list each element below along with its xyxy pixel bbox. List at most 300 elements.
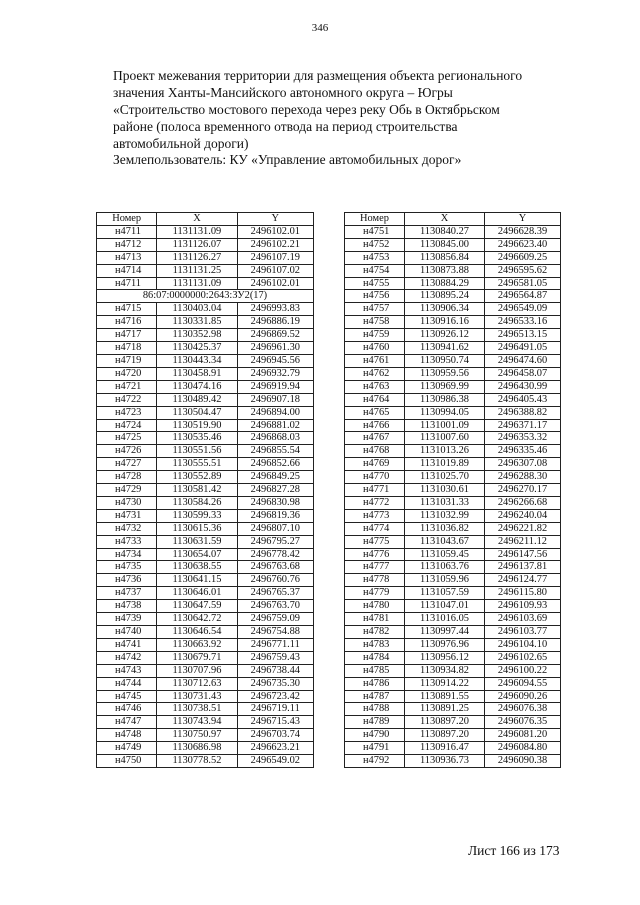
coord-y: 2496533.16 — [485, 316, 561, 329]
coord-x: 1131126.27 — [157, 251, 237, 264]
coord-x: 1130743.94 — [157, 716, 237, 729]
coord-x: 1130443.34 — [157, 354, 237, 367]
coord-y: 2496084.80 — [485, 742, 561, 755]
coord-y: 2496371.17 — [485, 419, 561, 432]
table-row — [345, 406, 561, 419]
coord-y: 2496100.22 — [485, 664, 561, 677]
point-number: н4779 — [345, 587, 405, 600]
table-row — [345, 432, 561, 445]
point-number: н4737 — [97, 587, 157, 600]
coord-x: 1130994.05 — [405, 406, 485, 419]
point-number: н4742 — [97, 651, 157, 664]
point-number: н4760 — [345, 342, 405, 355]
coord-x: 1130403.04 — [157, 303, 237, 316]
coord-y: 2496609.25 — [485, 251, 561, 264]
point-number: н4720 — [97, 367, 157, 380]
coord-x: 1130916.47 — [405, 742, 485, 755]
coord-x: 1130997.44 — [405, 626, 485, 639]
table-row — [345, 626, 561, 639]
coord-x: 1130884.29 — [405, 277, 485, 290]
point-number: н4787 — [345, 690, 405, 703]
coord-x: 1130731.43 — [157, 690, 237, 703]
coord-x: 1130331.85 — [157, 316, 237, 329]
point-number: н4785 — [345, 664, 405, 677]
point-number: н4722 — [97, 393, 157, 406]
coord-y: 2496137.81 — [485, 561, 561, 574]
coord-y: 2496886.19 — [237, 316, 313, 329]
coord-y: 2496819.36 — [237, 509, 313, 522]
coord-y: 2496549.02 — [237, 755, 313, 768]
point-number: н4759 — [345, 329, 405, 342]
point-number: н4734 — [97, 548, 157, 561]
coord-y: 2496852.66 — [237, 458, 313, 471]
point-number: н4775 — [345, 535, 405, 548]
title-line: значения Ханты-Мансийского автономного округа – Югры — [113, 85, 453, 100]
coord-y: 2496270.17 — [485, 484, 561, 497]
point-number: н4739 — [97, 613, 157, 626]
table-row — [97, 367, 314, 380]
coord-y: 2496778.42 — [237, 548, 313, 561]
header-x: X — [157, 213, 237, 226]
coord-x: 1130840.27 — [405, 225, 485, 238]
point-number: н4767 — [345, 432, 405, 445]
coord-x: 1130642.72 — [157, 613, 237, 626]
coord-x: 1130976.96 — [405, 638, 485, 651]
coord-y: 2496623.40 — [485, 238, 561, 251]
coord-x: 1130352.98 — [157, 329, 237, 342]
coord-y: 2496081.20 — [485, 729, 561, 742]
point-number: н4721 — [97, 380, 157, 393]
point-number: н4780 — [345, 600, 405, 613]
coord-y: 2496623.21 — [237, 742, 313, 755]
coord-x: 1131059.96 — [405, 574, 485, 587]
point-number: н4764 — [345, 393, 405, 406]
coord-y: 2496754.88 — [237, 626, 313, 639]
parcel-id: 86:07:0000000:2643:ЗУ2(17) — [97, 290, 314, 303]
coord-x: 1130638.55 — [157, 561, 237, 574]
table-row — [345, 548, 561, 561]
coord-y: 2496335.46 — [485, 445, 561, 458]
table-row — [345, 367, 561, 380]
coord-x: 1130891.25 — [405, 703, 485, 716]
table-row — [345, 238, 561, 251]
coord-x: 1130707.96 — [157, 664, 237, 677]
table-row — [345, 755, 561, 768]
point-number: н4781 — [345, 613, 405, 626]
coord-x: 1130551.56 — [157, 445, 237, 458]
point-number: н4726 — [97, 445, 157, 458]
point-number: н4762 — [345, 367, 405, 380]
point-number: н4740 — [97, 626, 157, 639]
coord-y: 2496307.08 — [485, 458, 561, 471]
coord-y: 2496719.11 — [237, 703, 313, 716]
table-row — [97, 561, 314, 574]
coord-x: 1130873.88 — [405, 264, 485, 277]
coord-x: 1131131.09 — [157, 277, 237, 290]
point-number: н4773 — [345, 509, 405, 522]
point-number: н4778 — [345, 574, 405, 587]
coord-y: 2496353.32 — [485, 432, 561, 445]
table-row — [97, 716, 314, 729]
table-row — [97, 574, 314, 587]
coord-y: 2496115.80 — [485, 587, 561, 600]
table-row — [97, 303, 314, 316]
left-subheader-body — [97, 290, 314, 303]
header-x: X — [405, 213, 485, 226]
coord-y: 2496564.87 — [485, 290, 561, 303]
point-number: н4761 — [345, 354, 405, 367]
coord-x: 1131013.26 — [405, 445, 485, 458]
table-row — [97, 548, 314, 561]
table-row — [97, 664, 314, 677]
left-bottom-body — [97, 303, 314, 768]
table-row — [345, 600, 561, 613]
coord-y: 2496240.04 — [485, 509, 561, 522]
table-row — [345, 419, 561, 432]
table-row — [345, 225, 561, 238]
coord-x: 1130916.16 — [405, 316, 485, 329]
coord-x: 1130856.84 — [405, 251, 485, 264]
coord-x: 1130646.54 — [157, 626, 237, 639]
coord-y: 2496738.44 — [237, 664, 313, 677]
point-number: н4772 — [345, 496, 405, 509]
coord-x: 1130552.89 — [157, 471, 237, 484]
coord-x: 1131001.09 — [405, 419, 485, 432]
coord-x: 1130641.15 — [157, 574, 237, 587]
coord-x: 1130535.46 — [157, 432, 237, 445]
table-row — [97, 458, 314, 471]
coord-x: 1130663.92 — [157, 638, 237, 651]
table-row — [97, 251, 314, 264]
table-row — [345, 613, 561, 626]
point-number: н4782 — [345, 626, 405, 639]
coord-x: 1130906.34 — [405, 303, 485, 316]
coord-x: 1130654.07 — [157, 548, 237, 561]
coord-y: 2496094.55 — [485, 677, 561, 690]
coord-x: 1130969.99 — [405, 380, 485, 393]
table-row — [97, 316, 314, 329]
table-row — [97, 613, 314, 626]
point-number: н4771 — [345, 484, 405, 497]
table-row — [97, 329, 314, 342]
coordinates-table-right — [344, 212, 561, 768]
point-number: н4731 — [97, 509, 157, 522]
table-row — [97, 380, 314, 393]
point-number: н4754 — [345, 264, 405, 277]
table-row — [345, 587, 561, 600]
coord-y: 2496090.26 — [485, 690, 561, 703]
coord-y: 2496771.11 — [237, 638, 313, 651]
coord-y: 2496765.37 — [237, 587, 313, 600]
point-number: н4711 — [97, 225, 157, 238]
point-number: н4774 — [345, 522, 405, 535]
coord-x: 1131043.67 — [405, 535, 485, 548]
coord-x: 1130778.52 — [157, 755, 237, 768]
coord-y: 2496430.99 — [485, 380, 561, 393]
coord-x: 1131131.09 — [157, 225, 237, 238]
coord-y: 2496703.74 — [237, 729, 313, 742]
coord-x: 1131019.89 — [405, 458, 485, 471]
coord-y: 2496759.43 — [237, 651, 313, 664]
coord-y: 2496076.38 — [485, 703, 561, 716]
coord-y: 2496107.02 — [237, 264, 313, 277]
table-row — [345, 303, 561, 316]
coord-x: 1130686.98 — [157, 742, 237, 755]
coord-x: 1130936.73 — [405, 755, 485, 768]
document-title — [113, 67, 583, 152]
coordinates-table-left — [96, 212, 314, 768]
coord-x: 1130934.82 — [405, 664, 485, 677]
coord-y: 2496993.83 — [237, 303, 313, 316]
point-number: н4751 — [345, 225, 405, 238]
table-row — [97, 225, 314, 238]
coord-y: 2496807.10 — [237, 522, 313, 535]
coord-x: 1130474.16 — [157, 380, 237, 393]
coord-x: 1130584.26 — [157, 496, 237, 509]
coord-y: 2496795.27 — [237, 535, 313, 548]
coord-y: 2496109.93 — [485, 600, 561, 613]
coord-y: 2496628.39 — [485, 225, 561, 238]
coord-x: 1131030.61 — [405, 484, 485, 497]
table-row — [345, 574, 561, 587]
point-number: н4788 — [345, 703, 405, 716]
coord-y: 2496735.30 — [237, 677, 313, 690]
coord-x: 1131126.07 — [157, 238, 237, 251]
table-row — [345, 329, 561, 342]
point-number: н4719 — [97, 354, 157, 367]
header-y: Y — [485, 213, 561, 226]
point-number: н4790 — [345, 729, 405, 742]
table-row — [97, 651, 314, 664]
table-row — [345, 522, 561, 535]
coord-y: 2496513.15 — [485, 329, 561, 342]
land-user: Землепользователь: КУ «Управление автомобильных дорог» — [113, 152, 462, 167]
coord-x: 1131131.25 — [157, 264, 237, 277]
header-number: Номер — [97, 213, 157, 226]
table-row — [345, 496, 561, 509]
coord-y: 2496147.56 — [485, 548, 561, 561]
point-number: н4792 — [345, 755, 405, 768]
table-row — [345, 664, 561, 677]
table-row — [97, 703, 314, 716]
point-number: н4765 — [345, 406, 405, 419]
table-row — [97, 277, 314, 290]
table-row — [345, 251, 561, 264]
coord-x: 1130845.00 — [405, 238, 485, 251]
coord-y: 2496763.68 — [237, 561, 313, 574]
coord-x: 1130647.59 — [157, 600, 237, 613]
coord-y: 2496491.05 — [485, 342, 561, 355]
table-row — [97, 600, 314, 613]
coord-x: 1131047.01 — [405, 600, 485, 613]
point-number: н4738 — [97, 600, 157, 613]
title-line: автомобильной дороги) — [113, 136, 249, 151]
coord-x: 1130504.47 — [157, 406, 237, 419]
coord-y: 2496102.65 — [485, 651, 561, 664]
coord-y: 2496104.10 — [485, 638, 561, 651]
table-row — [345, 729, 561, 742]
coord-y: 2496405.43 — [485, 393, 561, 406]
table-row — [345, 471, 561, 484]
point-number: н4712 — [97, 238, 157, 251]
table-row — [345, 380, 561, 393]
table-row — [345, 509, 561, 522]
table-row — [345, 535, 561, 548]
coord-x: 1130425.37 — [157, 342, 237, 355]
table-row — [97, 342, 314, 355]
coord-y: 2496076.35 — [485, 716, 561, 729]
coord-y: 2496288.30 — [485, 471, 561, 484]
coord-y: 2496830.98 — [237, 496, 313, 509]
table-row — [97, 690, 314, 703]
coord-y: 2496881.02 — [237, 419, 313, 432]
table-row — [97, 535, 314, 548]
point-number: н4784 — [345, 651, 405, 664]
point-number: н4741 — [97, 638, 157, 651]
coord-y: 2496595.62 — [485, 264, 561, 277]
coord-x: 1131031.33 — [405, 496, 485, 509]
point-number: н4716 — [97, 316, 157, 329]
point-number: н4744 — [97, 677, 157, 690]
coord-x: 1130941.62 — [405, 342, 485, 355]
table-row — [97, 638, 314, 651]
table-row — [345, 716, 561, 729]
coord-x: 1130914.22 — [405, 677, 485, 690]
point-number: н4732 — [97, 522, 157, 535]
table-row — [345, 342, 561, 355]
point-number: н4725 — [97, 432, 157, 445]
table-row — [97, 729, 314, 742]
table-row — [345, 290, 561, 303]
table-row — [345, 484, 561, 497]
point-number: н4733 — [97, 535, 157, 548]
coord-y: 2496961.30 — [237, 342, 313, 355]
coord-y: 2496103.77 — [485, 626, 561, 639]
table-row — [97, 626, 314, 639]
coord-x: 1130897.20 — [405, 729, 485, 742]
table-row — [97, 471, 314, 484]
right-body — [345, 225, 561, 767]
point-number: н4768 — [345, 445, 405, 458]
table-row — [345, 690, 561, 703]
coord-y: 2496849.25 — [237, 471, 313, 484]
point-number: н4718 — [97, 342, 157, 355]
coord-y: 2496869.52 — [237, 329, 313, 342]
table-row — [97, 509, 314, 522]
point-number: н4791 — [345, 742, 405, 755]
point-number: н4756 — [345, 290, 405, 303]
coord-y: 2496124.77 — [485, 574, 561, 587]
coord-y: 2496723.42 — [237, 690, 313, 703]
table-header-row — [97, 213, 314, 226]
table-row — [97, 445, 314, 458]
coord-y: 2496266.68 — [485, 496, 561, 509]
point-number: н4753 — [345, 251, 405, 264]
point-number: н4763 — [345, 380, 405, 393]
point-number: н4728 — [97, 471, 157, 484]
point-number: н4776 — [345, 548, 405, 561]
coord-x: 1130631.59 — [157, 535, 237, 548]
point-number: н4766 — [345, 419, 405, 432]
coord-x: 1130750.97 — [157, 729, 237, 742]
point-number: н4727 — [97, 458, 157, 471]
coord-x: 1130895.24 — [405, 290, 485, 303]
coord-y: 2496894.00 — [237, 406, 313, 419]
point-number: н4724 — [97, 419, 157, 432]
table-row — [97, 742, 314, 755]
table-row — [97, 238, 314, 251]
coord-y: 2496919.94 — [237, 380, 313, 393]
coord-x: 1131032.99 — [405, 509, 485, 522]
table-row — [345, 445, 561, 458]
header-y: Y — [237, 213, 313, 226]
coord-y: 2496827.28 — [237, 484, 313, 497]
point-number: н4786 — [345, 677, 405, 690]
coord-x: 1130519.90 — [157, 419, 237, 432]
table-row — [345, 742, 561, 755]
point-number: н4757 — [345, 303, 405, 316]
coord-y: 2496549.09 — [485, 303, 561, 316]
point-number: н4714 — [97, 264, 157, 277]
point-number: н4770 — [345, 471, 405, 484]
point-number: н4736 — [97, 574, 157, 587]
coord-x: 1130986.38 — [405, 393, 485, 406]
coord-y: 2496102.01 — [237, 277, 313, 290]
coord-y: 2496855.54 — [237, 445, 313, 458]
point-number: н4729 — [97, 484, 157, 497]
coord-y: 2496945.56 — [237, 354, 313, 367]
coord-y: 2496907.18 — [237, 393, 313, 406]
point-number: н4750 — [97, 755, 157, 768]
point-number: н4783 — [345, 638, 405, 651]
point-number: н4717 — [97, 329, 157, 342]
parcel-subheader-row — [97, 290, 314, 303]
coord-y: 2496221.82 — [485, 522, 561, 535]
coord-y: 2496760.76 — [237, 574, 313, 587]
coord-x: 1130489.42 — [157, 393, 237, 406]
table-row — [345, 638, 561, 651]
table-row — [97, 677, 314, 690]
point-number: н4769 — [345, 458, 405, 471]
table-row — [97, 522, 314, 535]
point-number: н4715 — [97, 303, 157, 316]
coord-x: 1130679.71 — [157, 651, 237, 664]
point-number: н4749 — [97, 742, 157, 755]
sheet-counter: Лист 166 из 173 — [468, 843, 560, 858]
table-row — [97, 432, 314, 445]
coord-x: 1131063.76 — [405, 561, 485, 574]
page-number: 346 — [311, 22, 329, 34]
point-number: н4752 — [345, 238, 405, 251]
coord-x: 1130555.51 — [157, 458, 237, 471]
point-number: н4755 — [345, 277, 405, 290]
coord-x: 1130599.33 — [157, 509, 237, 522]
table-row — [97, 393, 314, 406]
title-line: Проект межевания территории для размещения объекта регионального — [113, 68, 523, 83]
table-row — [97, 496, 314, 509]
coord-x: 1131057.59 — [405, 587, 485, 600]
left-top-body — [97, 225, 314, 290]
coord-y: 2496458.07 — [485, 367, 561, 380]
coord-x: 1130712.63 — [157, 677, 237, 690]
table-row — [97, 406, 314, 419]
coord-y: 2496759.09 — [237, 613, 313, 626]
coord-x: 1130897.20 — [405, 716, 485, 729]
coord-x: 1130959.56 — [405, 367, 485, 380]
table-row — [97, 587, 314, 600]
table-row — [97, 755, 314, 768]
point-number: н4713 — [97, 251, 157, 264]
